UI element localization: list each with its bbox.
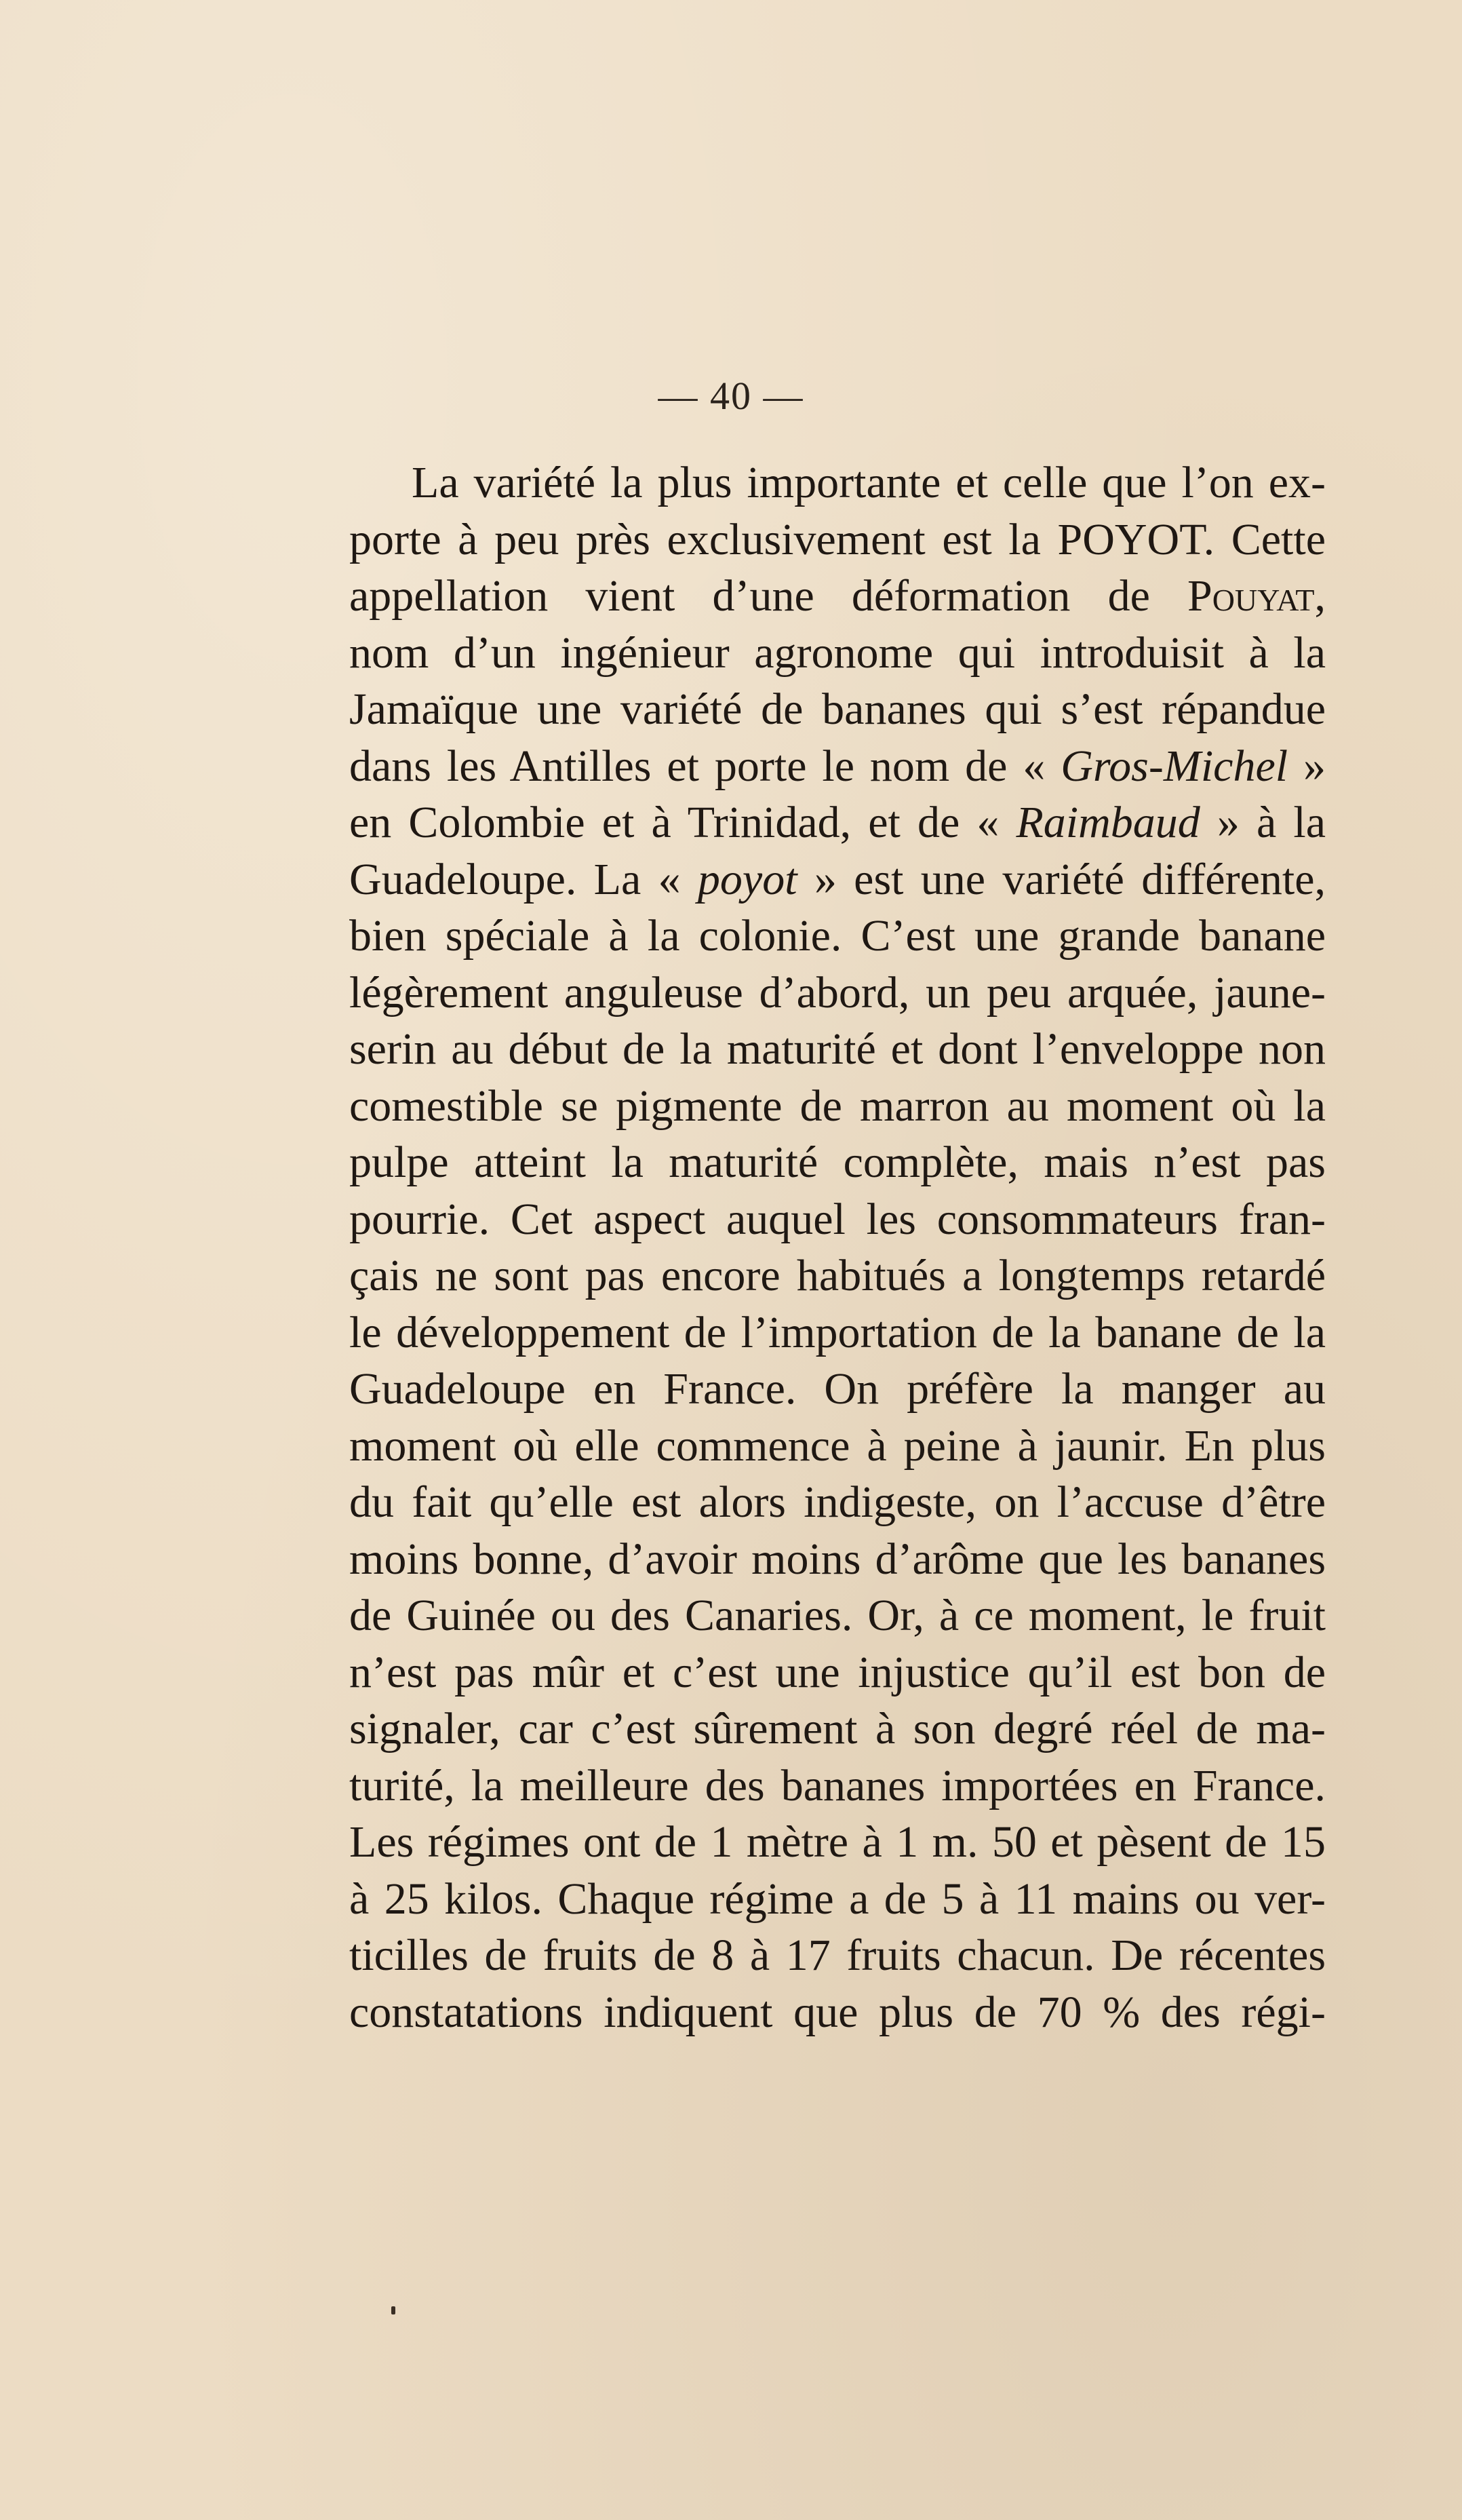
text-line: serin au début de la maturité et dont l’enveloppe non — [349, 1024, 1326, 1074]
italic-term: Gros-Michel — [1061, 741, 1288, 791]
italic-term: poyot — [697, 854, 797, 904]
text-line: moment où elle commence à peine à jaunir. En plus — [349, 1420, 1326, 1471]
text-line: en Colombie et à Trinidad, et de « Raimbaud » à la — [349, 798, 1326, 847]
text-line: ticilles de fruits de 8 à 17 fruits chacun. De récentes — [349, 1931, 1326, 1980]
text-line: pulpe atteint la maturité complète, mais n’est pas — [349, 1138, 1326, 1187]
page-number: — 40 — — [658, 374, 804, 418]
text-line: nom d’un ingénieur agronome qui introduisit à la — [349, 627, 1326, 678]
text-line: le développement de l’importation de la banane de la — [349, 1307, 1326, 1357]
text-line: Jamaïque une variété de bananes qui s’est répandue — [349, 684, 1326, 734]
text-line: turité, la meilleure des bananes importées en France. — [349, 1760, 1326, 1810]
text-line: Les régimes ont de 1 mètre à 1 m. 50 et pèsent de 15 — [349, 1817, 1326, 1867]
text-line: du fait qu’elle est alors indigeste, on l’accuse d’être — [349, 1477, 1326, 1527]
paper-speck — [391, 2306, 395, 2314]
text-line: à 25 kilos. Chaque régime a de 5 à 11 mains ou ver- — [349, 1874, 1326, 1924]
text-line: appellation vient d’une déformation de Pouyat, — [349, 571, 1326, 621]
text-line: de Guinée ou des Canaries. Or, à ce moment, le fruit — [349, 1591, 1326, 1640]
text-line: dans les Antilles et porte le nom de « Gros-Michel » — [349, 741, 1326, 791]
text-line: La variété la plus importante et celle que l’on ex- — [412, 458, 1326, 507]
text-line: porte à peu près exclusivement est la POYOT. Cette — [349, 514, 1326, 564]
text-line: n’est pas mûr et c’est une injustice qu’il est bon de — [349, 1647, 1326, 1697]
text-line: comestible se pigmente de marron au moment où la — [349, 1081, 1326, 1131]
italic-term: Raimbaud — [1016, 798, 1200, 847]
text-line: bien spéciale à la colonie. C’est une grande banane — [349, 911, 1326, 961]
text-line: légèrement anguleuse d’abord, un peu arquée, jaune- — [349, 967, 1326, 1017]
text-line: Guadeloupe. La « poyot » est une variété différente, — [349, 854, 1326, 904]
text-line: constatations indiquent que plus de 70 % des régi- — [349, 1987, 1326, 2037]
text-line: pourrie. Cet aspect auquel les consommateurs fran- — [349, 1194, 1326, 1244]
text-line: Guadeloupe en France. On préfère la manger au — [349, 1364, 1326, 1414]
body-paragraph — [349, 454, 1326, 2040]
text-line: moins bonne, d’avoir moins d’arôme que les bananes — [349, 1534, 1326, 1584]
text-line: signaler, car c’est sûrement à son degré réel de ma- — [349, 1704, 1326, 1753]
text-line: çais ne sont pas encore habitués a longtemps retardé — [349, 1251, 1326, 1300]
small-caps-name: Pouyat — [1187, 571, 1315, 621]
